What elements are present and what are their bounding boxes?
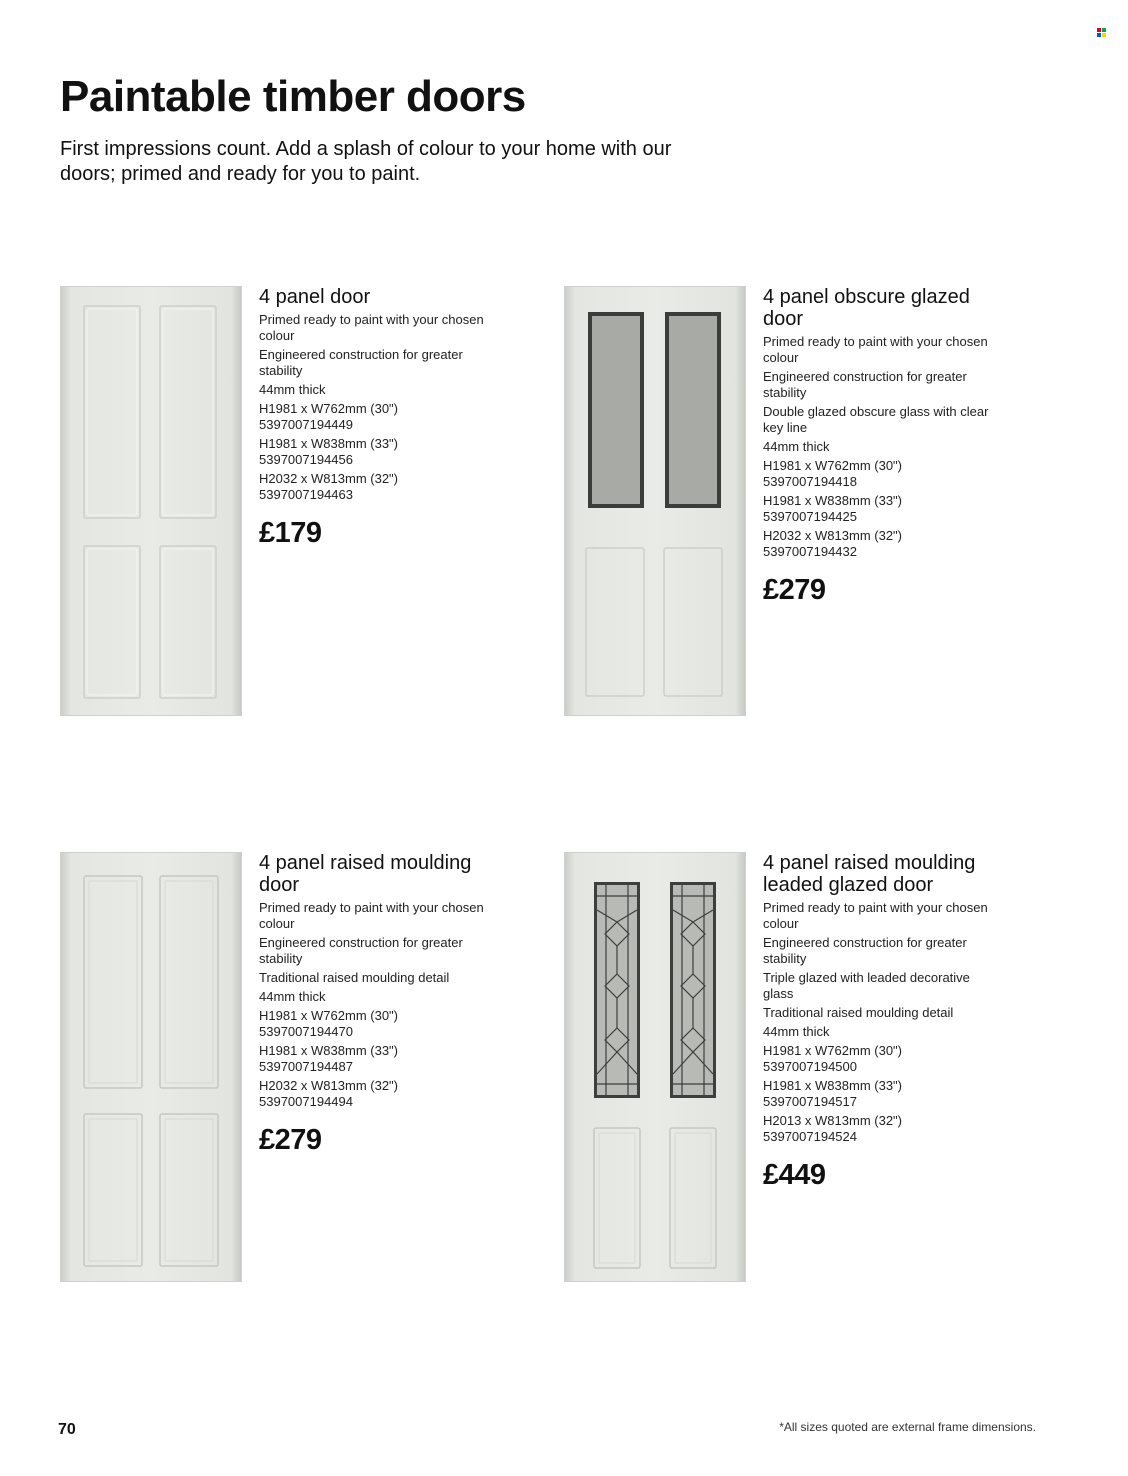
page-number: 70 xyxy=(58,1421,76,1438)
intro-text: First impressions count. Add a splash of colour to your home with our doors; primed and ready for you to paint. xyxy=(60,138,672,185)
product-feature: Traditional raised moulding detail xyxy=(763,1005,954,1020)
size-dimension: H1981 x W838mm (33") xyxy=(259,1043,398,1058)
product-feature: Triple glazed with leaded decorative glass xyxy=(763,970,970,1001)
product-feature: Double glazed obscure glass with clear key line xyxy=(763,404,989,435)
product-code: 5397007194449 xyxy=(259,417,353,432)
size-dimension: H1981 x W838mm (33") xyxy=(763,493,902,508)
size-dimension: H2032 x W813mm (32") xyxy=(259,471,398,486)
product-info xyxy=(763,286,993,607)
product-info xyxy=(259,852,489,1157)
product-feature: Primed ready to paint with your chosen colour xyxy=(259,900,484,931)
product-code: 5397007194470 xyxy=(259,1024,353,1039)
page-title: Paintable timber doors xyxy=(60,72,526,121)
size-option xyxy=(763,1043,993,1075)
size-dimension: H1981 x W762mm (30") xyxy=(259,401,398,416)
product-feature: Engineered construction for greater stability xyxy=(259,935,463,966)
product-name: 4 panel door xyxy=(259,286,371,308)
product-code: 5397007194463 xyxy=(259,487,353,502)
product-feature: Engineered construction for greater stability xyxy=(259,347,463,378)
product-feature: Primed ready to paint with your chosen colour xyxy=(259,312,484,343)
size-dimension: H2032 x W813mm (32") xyxy=(763,528,902,543)
size-dimension: H2013 x W813mm (32") xyxy=(763,1113,902,1128)
product-code: 5397007194524 xyxy=(763,1129,857,1144)
product-price: £449 xyxy=(763,1159,826,1191)
product-feature: Traditional raised moulding detail xyxy=(259,970,450,985)
product-price: £279 xyxy=(763,574,826,606)
size-dimension: H1981 x W762mm (30") xyxy=(259,1008,398,1023)
size-dimension: H1981 x W838mm (33") xyxy=(763,1078,902,1093)
door-raised-moulding-icon xyxy=(60,852,242,1282)
product-code: 5397007194494 xyxy=(259,1094,353,1109)
footnote: *All sizes quoted are external frame dimensions. xyxy=(779,1420,1036,1434)
door-leaded-glazed-icon xyxy=(564,852,746,1282)
product-feature: 44mm thick xyxy=(763,439,830,454)
size-option xyxy=(259,1043,489,1075)
size-option xyxy=(763,1078,993,1110)
product-code: 5397007194500 xyxy=(763,1059,857,1074)
size-dimension: H1981 x W762mm (30") xyxy=(763,1043,902,1058)
product-info xyxy=(259,286,489,550)
size-option xyxy=(259,436,489,468)
door-obscure-glazed-icon xyxy=(564,286,746,716)
product-feature: Engineered construction for greater stability xyxy=(763,935,967,966)
product-name: 4 panel obscure glazed door xyxy=(763,286,970,330)
product-price: £279 xyxy=(259,1124,322,1156)
size-option xyxy=(259,1078,489,1110)
size-option xyxy=(763,493,993,525)
size-option xyxy=(259,471,489,503)
size-dimension: H1981 x W838mm (33") xyxy=(259,436,398,451)
product-feature: Primed ready to paint with your chosen colour xyxy=(763,334,988,365)
product-code: 5397007194425 xyxy=(763,509,857,524)
product-name: 4 panel raised moulding door xyxy=(259,852,472,896)
product-name: 4 panel raised moulding leaded glazed door xyxy=(763,852,976,896)
size-option xyxy=(763,528,993,560)
product-feature: 44mm thick xyxy=(259,382,326,397)
size-option xyxy=(259,1008,489,1040)
size-dimension: H1981 x W762mm (30") xyxy=(763,458,902,473)
size-option xyxy=(259,401,489,433)
product-code: 5397007194418 xyxy=(763,474,857,489)
door-4-panel-icon xyxy=(60,286,242,716)
brand-mark-icon xyxy=(1097,28,1107,38)
product-code: 5397007194432 xyxy=(763,544,857,559)
product-code: 5397007194456 xyxy=(259,452,353,467)
product-feature: 44mm thick xyxy=(763,1024,830,1039)
product-info xyxy=(763,852,993,1192)
size-option xyxy=(763,1113,993,1145)
product-feature: Primed ready to paint with your chosen colour xyxy=(763,900,988,931)
product-price: £179 xyxy=(259,517,322,549)
size-dimension: H2032 x W813mm (32") xyxy=(259,1078,398,1093)
product-code: 5397007194517 xyxy=(763,1094,857,1109)
product-code: 5397007194487 xyxy=(259,1059,353,1074)
product-feature: Engineered construction for greater stability xyxy=(763,369,967,400)
size-option xyxy=(763,458,993,490)
product-feature: 44mm thick xyxy=(259,989,326,1004)
